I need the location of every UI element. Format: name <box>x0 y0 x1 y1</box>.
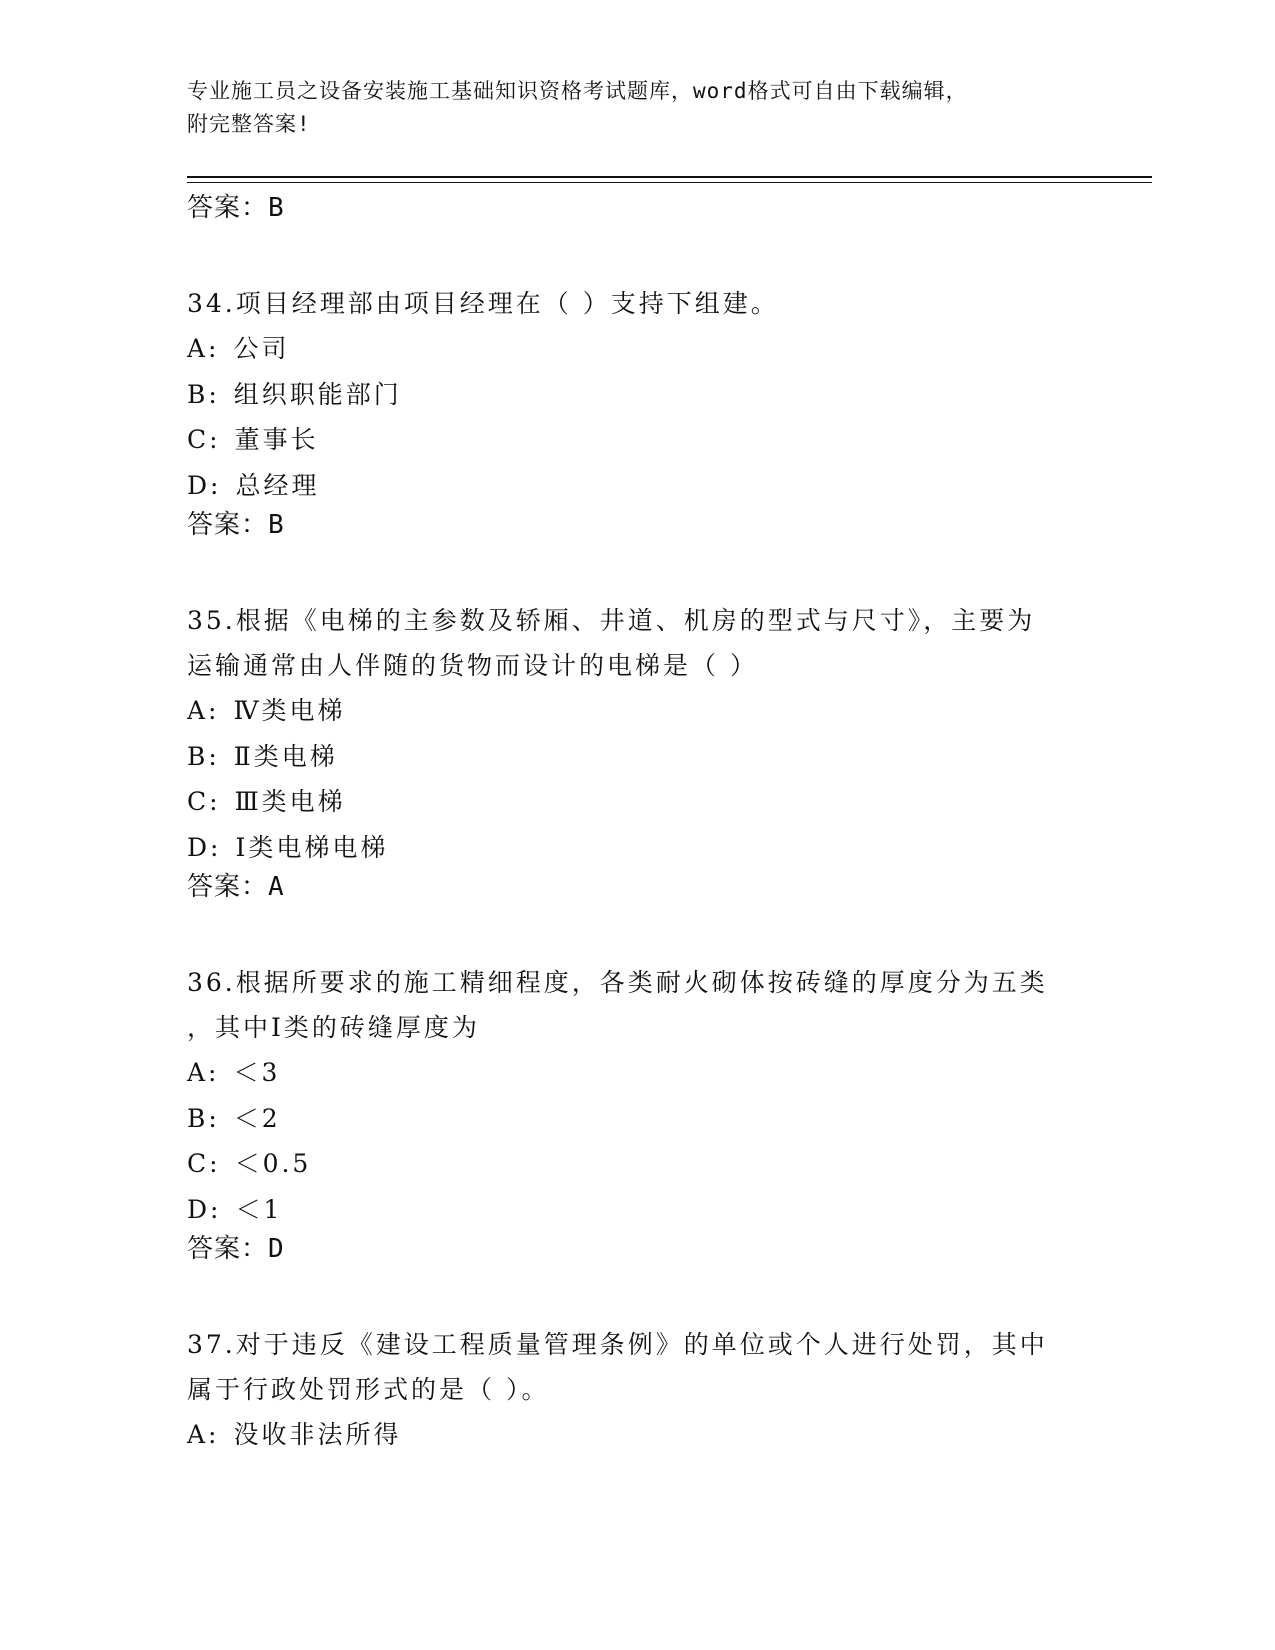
option-key: A: <box>187 696 220 725</box>
question-block-35 <box>187 598 1097 960</box>
question-block-37 <box>187 1322 1097 1458</box>
option-b <box>187 734 1097 780</box>
option-a <box>187 326 1097 372</box>
option-text: ＜0.5 <box>234 1149 312 1178</box>
option-c <box>187 779 1097 825</box>
option-a <box>187 1050 1097 1096</box>
header-rule-thin <box>187 182 1152 183</box>
option-d <box>187 1187 1097 1233</box>
option-key: D: <box>187 1194 222 1224</box>
spacer <box>187 225 1097 281</box>
option-key: B: <box>187 379 220 409</box>
option-text: Ⅱ类电梯 <box>233 741 338 771</box>
option-b <box>187 372 1097 418</box>
answer-line: 答案：B <box>187 510 285 540</box>
option-text: 公司 <box>233 334 290 363</box>
document-body <box>187 191 1097 1458</box>
option-d <box>187 825 1097 871</box>
option-text: ＜2 <box>233 1103 281 1133</box>
question-text-line-2: ，其中Ⅰ类的砖缝厚度为 <box>187 1013 480 1042</box>
option-c <box>187 417 1097 463</box>
header-line-2: 附完整答案! <box>187 112 311 136</box>
option-c <box>187 1141 1097 1187</box>
document-header <box>187 75 1087 141</box>
option-text: ＜3 <box>233 1058 281 1087</box>
header-rule-thick <box>187 176 1152 178</box>
option-text: Ⅲ类电梯 <box>234 787 346 816</box>
option-key: B: <box>187 1103 220 1133</box>
option-text: Ⅰ类电梯电梯 <box>235 832 389 862</box>
spacer <box>187 1266 1097 1322</box>
option-key: B: <box>187 741 220 771</box>
option-a <box>187 688 1097 734</box>
option-key: C: <box>187 787 221 816</box>
header-line-1: 专业施工员之设备安装施工基础知识资格考试题库，word格式可自由下载编辑， <box>187 79 968 103</box>
question-text-line-2: 属于行政处罚形式的是（ ）。 <box>187 1375 550 1404</box>
option-key: A: <box>187 1058 220 1087</box>
answer-line: 答案：A <box>187 872 285 902</box>
question-text-line-2: 运输通常由人伴随的货物而设计的电梯是（ ） <box>187 651 758 680</box>
option-text: 组织职能部门 <box>233 379 402 409</box>
question-block-34 <box>187 281 1097 598</box>
option-key: D: <box>187 470 222 500</box>
question-text-line-1: 36.根据所要求的施工精细程度，各类耐火砌体按砖缝的厚度分为五类 <box>187 968 1048 997</box>
option-text: 没收非法所得 <box>233 1420 402 1449</box>
question-text-line-1: 35.根据《电梯的主参数及轿厢、井道、机房的型式与尺寸》，主要为 <box>187 606 1036 635</box>
option-a <box>187 1412 1097 1458</box>
option-key: C: <box>187 1149 221 1178</box>
option-key: A: <box>187 334 220 363</box>
answer-line: 答案：D <box>187 1234 285 1264</box>
option-b <box>187 1096 1097 1142</box>
question-text: 34.项目经理部由项目经理在（ ）支持下组建。 <box>187 289 779 318</box>
spacer <box>187 904 1097 960</box>
question-text-line-1: 37.对于违反《建设工程质量管理条例》的单位或个人进行处罚，其中 <box>187 1330 1048 1359</box>
option-key: A: <box>187 1420 220 1449</box>
answer-line: 答案：B <box>187 193 285 223</box>
option-d <box>187 463 1097 509</box>
option-key: C: <box>187 425 221 454</box>
option-text: ＜1 <box>235 1194 283 1224</box>
option-text: 董事长 <box>234 425 319 454</box>
option-key: D: <box>187 832 222 862</box>
option-text: Ⅳ类电梯 <box>233 696 346 725</box>
question-block-36 <box>187 960 1097 1322</box>
spacer <box>187 542 1097 598</box>
option-text: 总经理 <box>235 470 320 500</box>
